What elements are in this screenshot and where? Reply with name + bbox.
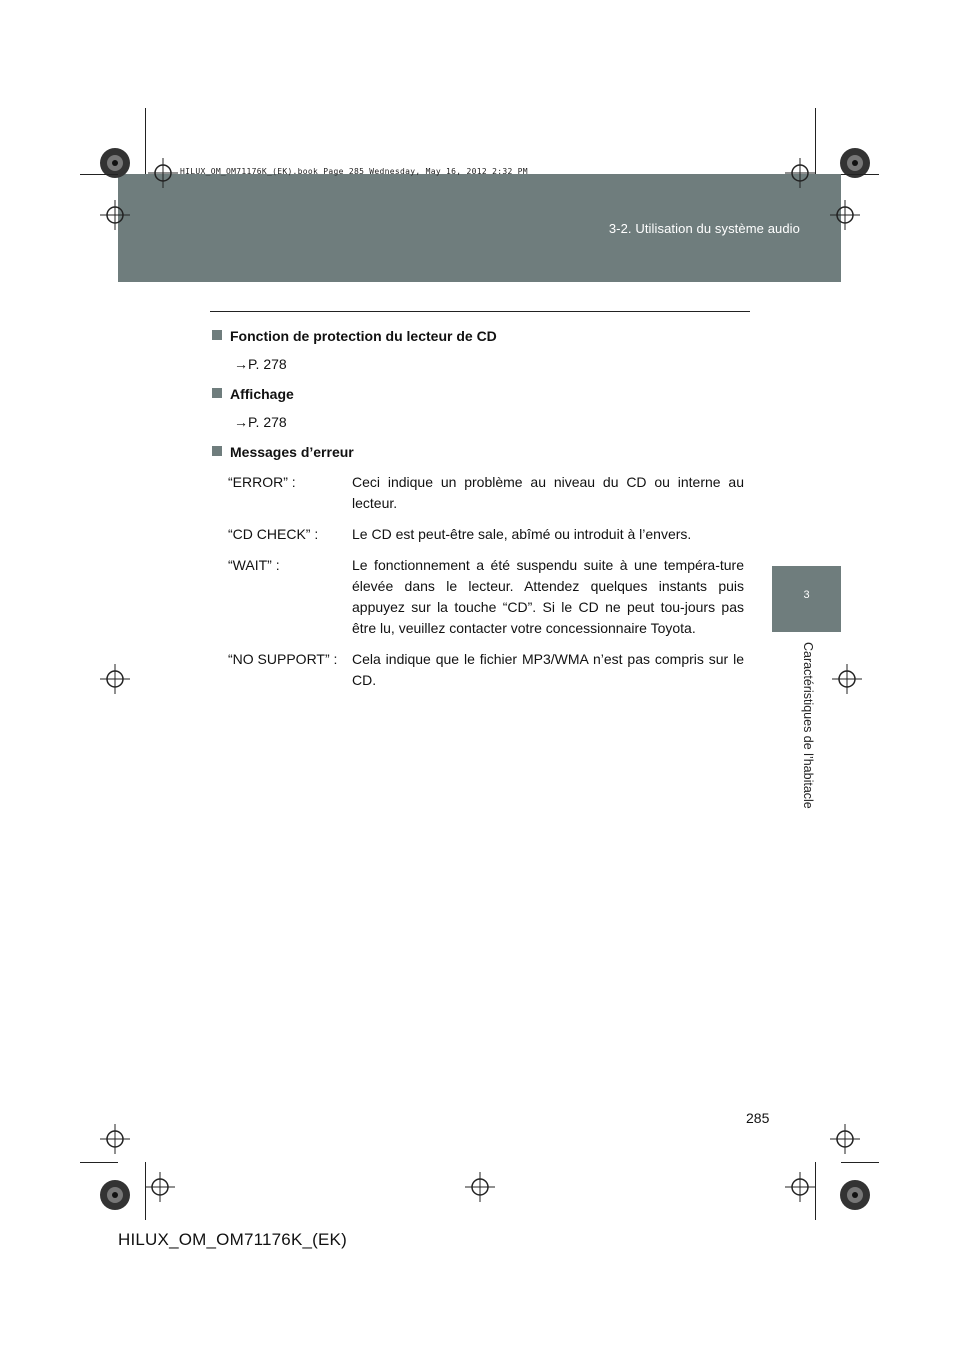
crop-line — [80, 1162, 118, 1163]
crosshair-icon — [830, 1124, 860, 1154]
crop-line — [815, 108, 816, 174]
error-description: Le CD est peut-être sale, abîmé ou introduit à l’envers. — [352, 526, 692, 542]
file-stamp: HILUX_OM_OM71176K_(EK).book Page 285 Wednesday, May 16, 2012 2:32 PM — [180, 167, 528, 176]
error-code: “WAIT” : — [228, 557, 280, 573]
side-tab-number: 3 — [772, 566, 841, 632]
error-code: “ERROR” : — [228, 474, 296, 490]
error-code: “CD CHECK” : — [228, 526, 319, 542]
section-heading-display — [212, 386, 744, 402]
error-message-row — [228, 524, 744, 545]
error-message-row — [228, 472, 744, 514]
crosshair-icon — [100, 1124, 130, 1154]
section-heading-text: Fonction de protection du lecteur de CD — [230, 328, 497, 344]
crosshair-icon — [100, 200, 130, 230]
square-bullet-icon — [212, 446, 222, 456]
crosshair-icon — [832, 664, 862, 694]
registration-mark-icon — [838, 1178, 872, 1212]
crosshair-icon — [100, 664, 130, 694]
error-code: “NO SUPPORT” : — [228, 651, 338, 667]
error-message-row — [228, 649, 744, 691]
page-number: 285 — [746, 1110, 770, 1126]
crosshair-icon — [148, 158, 178, 188]
crop-line — [145, 108, 146, 174]
section-heading-cd-protection — [212, 328, 744, 344]
section-heading-text: Messages d’erreur — [230, 444, 354, 460]
crop-line — [80, 174, 118, 175]
crosshair-icon — [465, 1172, 495, 1202]
crosshair-icon — [145, 1172, 175, 1202]
crosshair-icon — [785, 1172, 815, 1202]
content-divider — [210, 311, 750, 312]
crosshair-icon — [785, 158, 815, 188]
error-description: Ceci indique un problème au niveau du CD ou interne au lecteur. — [352, 474, 744, 511]
error-message-row — [228, 555, 744, 639]
crop-line — [841, 174, 879, 175]
error-description: Cela indique que le fichier MP3/WMA n’est pas compris sur le CD. — [352, 651, 744, 688]
content-area — [212, 328, 744, 701]
section-title: 3-2. Utilisation du système audio — [608, 221, 800, 236]
crop-line — [815, 1162, 816, 1220]
section-heading-text: Affichage — [230, 386, 294, 402]
document-id: HILUX_OM_OM71176K_(EK) — [118, 1230, 347, 1249]
registration-mark-icon — [98, 1178, 132, 1212]
crop-line — [145, 1162, 146, 1220]
crop-line — [841, 1162, 879, 1163]
crosshair-icon — [830, 200, 860, 230]
side-tab-label: Caractéristiques de l’habitacle — [801, 642, 815, 809]
square-bullet-icon — [212, 388, 222, 398]
page-reference: →P. 278 — [234, 414, 287, 430]
error-description: Le fonctionnement a été suspendu suite à une tempéra-ture élevée dans le lecteur. Attendez quelques instants puis appuyez sur la touche “CD”. Si le CD ne peut tou-jours pas être lu, veuillez contacter votre concessionnaire Toyota. — [352, 557, 744, 636]
section-heading-error-messages — [212, 444, 744, 460]
page-reference: →P. 278 — [234, 356, 287, 372]
square-bullet-icon — [212, 330, 222, 340]
